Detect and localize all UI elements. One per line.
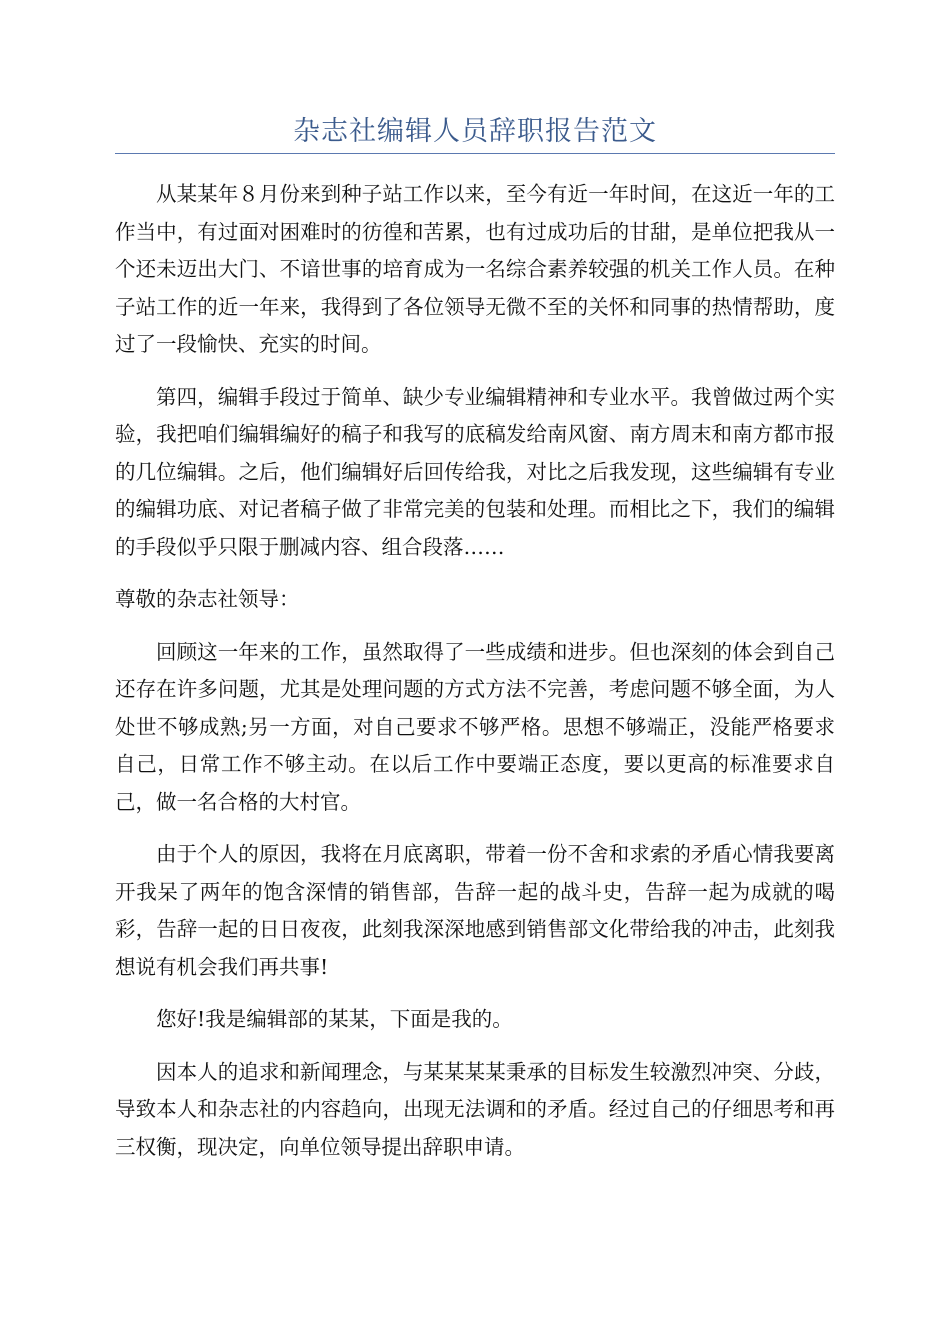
paragraph: 从某某年８月份来到种子站工作以来，至今有近一年时间，在这近一年的工作当中，有过面对困难时的彷徨和苦累，也有过成功后的甘甜，是单位把我从一个还未迈出大门、不谙世事的培育成为一名综合素养较强的机关工作人员。在种子站工作的近一年来，我得到了各位领导无微不至的关怀和同事的热情帮助，度过了一段愉快、充实的时间。	[115, 182, 835, 356]
paragraph: 第四，编辑手段过于简单、缺少专业编辑精神和专业水平。我曾做过两个实验，我把咱们编辑编好的稿子和我写的底稿发给南风窗、南方周末和南方都市报的几位编辑。之后，他们编辑好后回传给我，对比之后我发现，这些编辑有专业的编辑功底、对记者稿子做了非常完美的包装和处理。而相比之下，我们的编辑的手段似乎只限于删减内容、组合段落……	[115, 384, 835, 559]
document-body	[115, 176, 835, 1181]
paragraph: 因本人的追求和新闻理念，与某某某某秉承的目标发生较激烈冲突、分歧，导致本人和杂志社的内容趋向，出现无法调和的矛盾。经过自己的仔细思考和再三权衡，现决定，向单位领导提出辞职申请。	[115, 1059, 835, 1159]
salutation: 尊敬的杂志社领导：	[115, 587, 300, 611]
document-title: 杂志社编辑人员辞职报告范文	[293, 116, 657, 147]
paragraph: 由于个人的原因，我将在月底离职，带着一份不舍和求索的矛盾心情我要离开我呆了两年的饱含深情的销售部，告辞一起的战斗史，告辞一起为成就的喝彩，告辞一起的日日夜夜，此刻我深深地感到销售部文化带给我的冲击，此刻我想说有机会我们再共事!	[115, 842, 835, 979]
paragraph: 回顾这一年来的工作，虽然取得了一些成绩和进步。但也深刻的体会到自己还存在许多问题，尤其是处理问题的方式方法不完善，考虑问题不够全面，为人处世不够成熟;另一方面，对自己要求不够严格。思想不够端正，没能严格要求自己，日常工作不够主动。在以后工作中要端正态度，要以更高的标准要求自己，做一名合格的大村官。	[115, 639, 835, 814]
paragraph: 您好!我是编辑部的某某，下面是我的。	[156, 1007, 513, 1031]
title-underline	[115, 153, 835, 154]
